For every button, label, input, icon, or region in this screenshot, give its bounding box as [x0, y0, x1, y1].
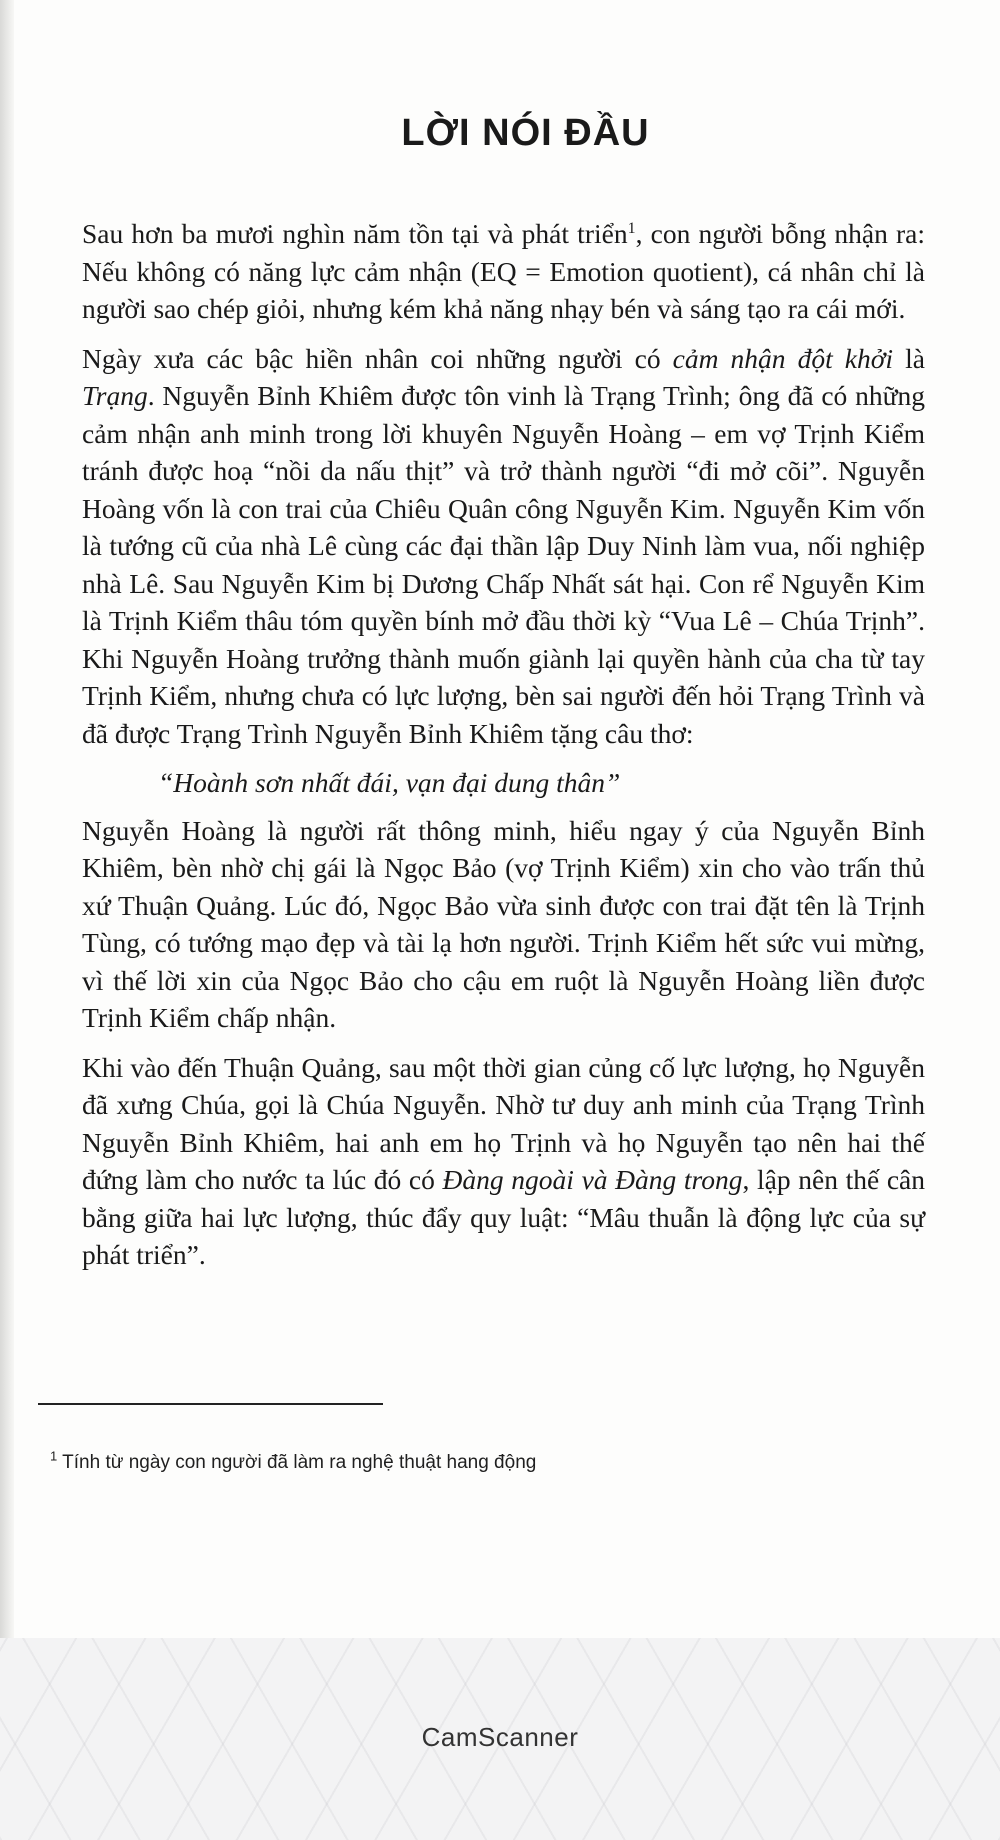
footnote	[50, 1448, 537, 1474]
paragraph-1-text-a: Sau hơn ba mươi nghìn năm tồn tại và phát triển	[82, 218, 628, 249]
paragraph-4-text-b: , lập nên thế cân bằng giữa hai lực lượng, thúc đẩy quy luật: “Mâu thuẫn là động lực của sự phát triển”.	[82, 1164, 926, 1270]
poem-quote: “Hoành sơn nhất đái, vạn đại dung thân”	[158, 767, 621, 798]
paragraph-2-emphasis-2: Trạng	[82, 380, 148, 411]
page-edge-shadow	[0, 0, 14, 1638]
footnote-text: Tính từ ngày con người đã làm ra nghệ thuật hang động	[57, 1452, 537, 1473]
paragraph-2	[82, 340, 925, 753]
paragraph-4-text-a: Khi vào đến Thuận Quảng, sau một thời gian củng cố lực lượng, họ Nguyễn đã xưng Chúa, gọi là Chúa Nguyễn. Nhờ tư duy anh minh của Trạng Trình Nguyễn Bỉnh Khiêm, hai anh em họ Trịnh và họ Nguyễn tạo nên hai thế đứng làm cho nước ta lúc đó có	[82, 1051, 925, 1195]
paragraph-4-emphasis: Đàng ngoài và Đàng trong	[442, 1164, 743, 1195]
paragraph-2-text-b: là	[893, 342, 925, 374]
paragraph-1-text-b: , con người bỗng nhận ra: Nếu không có năng lực cảm nhận (EQ = Emotion quotient), cá nhân chỉ là người sao chép giỏi, nhưng kém khả năng nhạy bén và sáng tạo ra cái mới.	[82, 218, 925, 324]
page-title: LỜI NÓI ĐẦU	[401, 112, 650, 154]
footnote-divider	[38, 1403, 383, 1405]
camscanner-watermark: CamScanner	[421, 1722, 579, 1752]
page-content	[82, 112, 925, 1286]
paragraph-4	[82, 1049, 925, 1274]
paragraph-2-emphasis-1: cảm nhận đột khởi	[672, 342, 894, 374]
paragraph-3: Nguyễn Hoàng là người rất thông minh, hiểu ngay ý của Nguyễn Bỉnh Khiêm, bèn nhờ chị gái là Ngọc Bảo (vợ Trịnh Kiểm) xin cho vào trấn thủ xứ Thuận Quảng. Lúc đó, Ngọc Bảo vừa sinh được con trai đặt tên là Trịnh Tùng, có tướng mạo đẹp và tài lạ hơn người. Trịnh Kiểm hết sức vui mừng, vì thế lời xin của Ngọc Bảo cho cậu em ruột là Nguyễn Hoàng liền được Trịnh Kiểm chấp nhận.	[82, 814, 925, 1033]
footnote-marker: 1	[50, 1448, 58, 1464]
paragraph-1	[82, 215, 925, 328]
paragraph-2-text-a: Ngày xưa các bậc hiền nhân coi những người có	[82, 342, 673, 374]
paragraph-2-text-c: . Nguyễn Bỉnh Khiêm được tôn vinh là Trạng Trình; ông đã có những cảm nhận anh minh trong lời khuyên Nguyễn Hoàng – em vợ Trịnh Kiểm tránh được hoạ “nồi da nấu thịt” và trở thành người “đi mở cõi”. Nguyễn Hoàng vốn là con trai của Chiêu Quân công Nguyễn Kim. Nguyễn Kim vốn là tướng cũ của nhà Lê cùng các đại thần lập Duy Ninh làm vua, nối nghiệp nhà Lê. Sau Nguyễn Kim bị Dương Chấp Nhất sát hại. Con rể Nguyễn Kim là Trịnh Kiểm thâu tóm quyền bính mở đầu thời kỳ “Vua Lê – Chúa Trịnh”. Khi Nguyễn Hoàng trưởng thành muốn giành lại quyền hành của cha từ tay Trịnh Kiểm, nhưng chưa có lực lượng, bèn sai người đến hỏi Trạng Trình và đã được Trạng Trình Nguyễn Bỉnh Khiêm tặng câu thơ:	[82, 380, 925, 749]
footnote-ref: 1	[627, 219, 636, 237]
